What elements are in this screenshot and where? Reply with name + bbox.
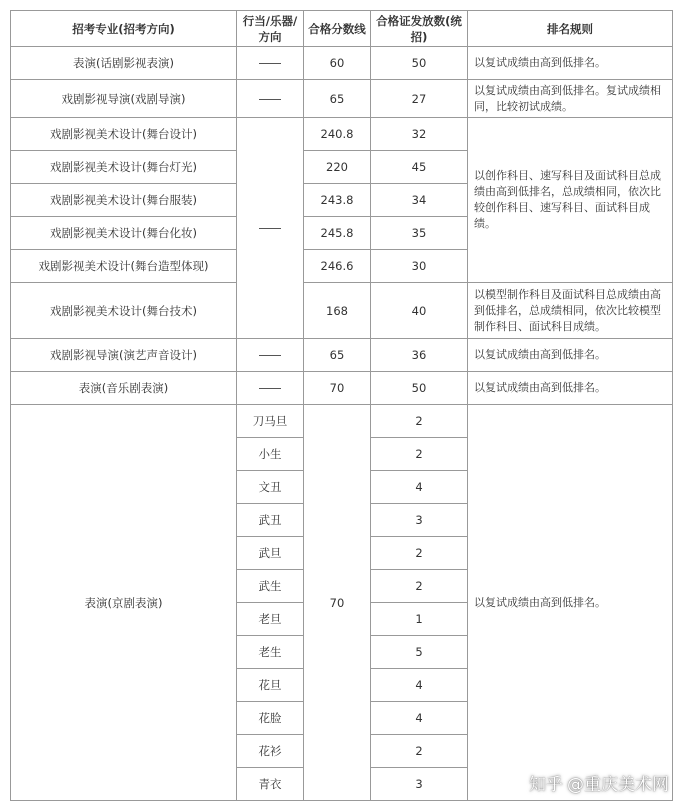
- score-cell: 220: [304, 151, 371, 184]
- role-cell: 武旦: [237, 537, 304, 570]
- role-cell: [237, 339, 304, 372]
- count-cell: 2: [371, 537, 468, 570]
- count-cell: 27: [371, 80, 468, 118]
- dash-mark: [259, 99, 281, 100]
- table-row: [11, 118, 673, 151]
- count-cell: 4: [371, 702, 468, 735]
- count-cell: 30: [371, 250, 468, 283]
- score-cell: 168: [304, 283, 371, 339]
- table-row: [11, 283, 673, 339]
- count-cell: 50: [371, 372, 468, 405]
- major-cell: 戏剧影视导演(演艺声音设计): [11, 339, 237, 372]
- table-row: [11, 339, 673, 372]
- header-role: 行当/乐器/方向: [237, 11, 304, 47]
- role-cell: 武生: [237, 570, 304, 603]
- score-cell: 65: [304, 80, 371, 118]
- major-cell: 戏剧影视导演(戏剧导演): [11, 80, 237, 118]
- admission-table: [10, 10, 673, 801]
- count-cell: 40: [371, 283, 468, 339]
- score-cell: 70: [304, 405, 371, 801]
- rule-cell: 以复试成绩由高到低排名。复试成绩相同，比较初试成绩。: [468, 80, 673, 118]
- header-score: 合格分数线: [304, 11, 371, 47]
- score-cell: 60: [304, 47, 371, 80]
- count-cell: 5: [371, 636, 468, 669]
- header-rule: 排名规则: [468, 11, 673, 47]
- score-cell: 243.8: [304, 184, 371, 217]
- role-cell: [237, 47, 304, 80]
- count-cell: 35: [371, 217, 468, 250]
- count-cell: 2: [371, 570, 468, 603]
- rule-cell: 以复试成绩由高到低排名。: [468, 339, 673, 372]
- dash-mark: [259, 388, 281, 389]
- role-cell: [237, 372, 304, 405]
- count-cell: 32: [371, 118, 468, 151]
- major-cell: 戏剧影视美术设计(舞台服装): [11, 184, 237, 217]
- role-cell: 文丑: [237, 471, 304, 504]
- major-cell: 表演(话剧影视表演): [11, 47, 237, 80]
- role-cell: [237, 118, 304, 339]
- role-cell: [237, 80, 304, 118]
- role-cell: 花脸: [237, 702, 304, 735]
- header-row: [11, 11, 673, 47]
- count-cell: 1: [371, 603, 468, 636]
- table-row: [11, 80, 673, 118]
- count-cell: 2: [371, 735, 468, 768]
- major-cell: 戏剧影视美术设计(舞台设计): [11, 118, 237, 151]
- role-cell: 武丑: [237, 504, 304, 537]
- count-cell: 3: [371, 504, 468, 537]
- score-cell: 240.8: [304, 118, 371, 151]
- major-cell: 表演(京剧表演): [11, 405, 237, 801]
- rule-cell: 以复试成绩由高到低排名。: [468, 405, 673, 801]
- role-cell: 青衣: [237, 768, 304, 801]
- count-cell: 2: [371, 405, 468, 438]
- role-cell: 刀马旦: [237, 405, 304, 438]
- score-cell: 70: [304, 372, 371, 405]
- dash-mark: [259, 355, 281, 356]
- dash-mark: [259, 63, 281, 64]
- rule-cell: 以复试成绩由高到低排名。: [468, 372, 673, 405]
- header-count: 合格证发放数(统招): [371, 11, 468, 47]
- role-cell: 花旦: [237, 669, 304, 702]
- role-cell: 花衫: [237, 735, 304, 768]
- count-cell: 4: [371, 471, 468, 504]
- header-major: 招考专业(招考方向): [11, 11, 237, 47]
- table-row: [11, 405, 673, 438]
- score-cell: 246.6: [304, 250, 371, 283]
- zhihu-logo: 知乎: [529, 775, 563, 795]
- major-cell: 表演(音乐剧表演): [11, 372, 237, 405]
- major-cell: 戏剧影视美术设计(舞台灯光): [11, 151, 237, 184]
- count-cell: 4: [371, 669, 468, 702]
- count-cell: 45: [371, 151, 468, 184]
- role-cell: 老生: [237, 636, 304, 669]
- table-row: [11, 47, 673, 80]
- count-cell: 36: [371, 339, 468, 372]
- major-cell: 戏剧影视美术设计(舞台造型体现): [11, 250, 237, 283]
- role-cell: 老旦: [237, 603, 304, 636]
- major-cell: 戏剧影视美术设计(舞台技术): [11, 283, 237, 339]
- watermark: [529, 770, 669, 795]
- rule-cell: 以创作科目、速写科目及面试科目总成绩由高到低排名，总成绩相同，依次比较创作科目、速写科目、面试科目成绩。: [468, 118, 673, 283]
- count-cell: 3: [371, 768, 468, 801]
- count-cell: 50: [371, 47, 468, 80]
- count-cell: 2: [371, 438, 468, 471]
- role-cell: 小生: [237, 438, 304, 471]
- score-cell: 65: [304, 339, 371, 372]
- count-cell: 34: [371, 184, 468, 217]
- rule-cell: 以复试成绩由高到低排名。: [468, 47, 673, 80]
- dash-mark: [259, 228, 281, 229]
- watermark-author: @重庆美术网: [567, 775, 669, 795]
- rule-cell: 以模型制作科目及面试科目总成绩由高到低排名，总成绩相同，依次比较模型制作科目、面试科目成绩。: [468, 283, 673, 339]
- table-row: [11, 372, 673, 405]
- major-cell: 戏剧影视美术设计(舞台化妆): [11, 217, 237, 250]
- score-cell: 245.8: [304, 217, 371, 250]
